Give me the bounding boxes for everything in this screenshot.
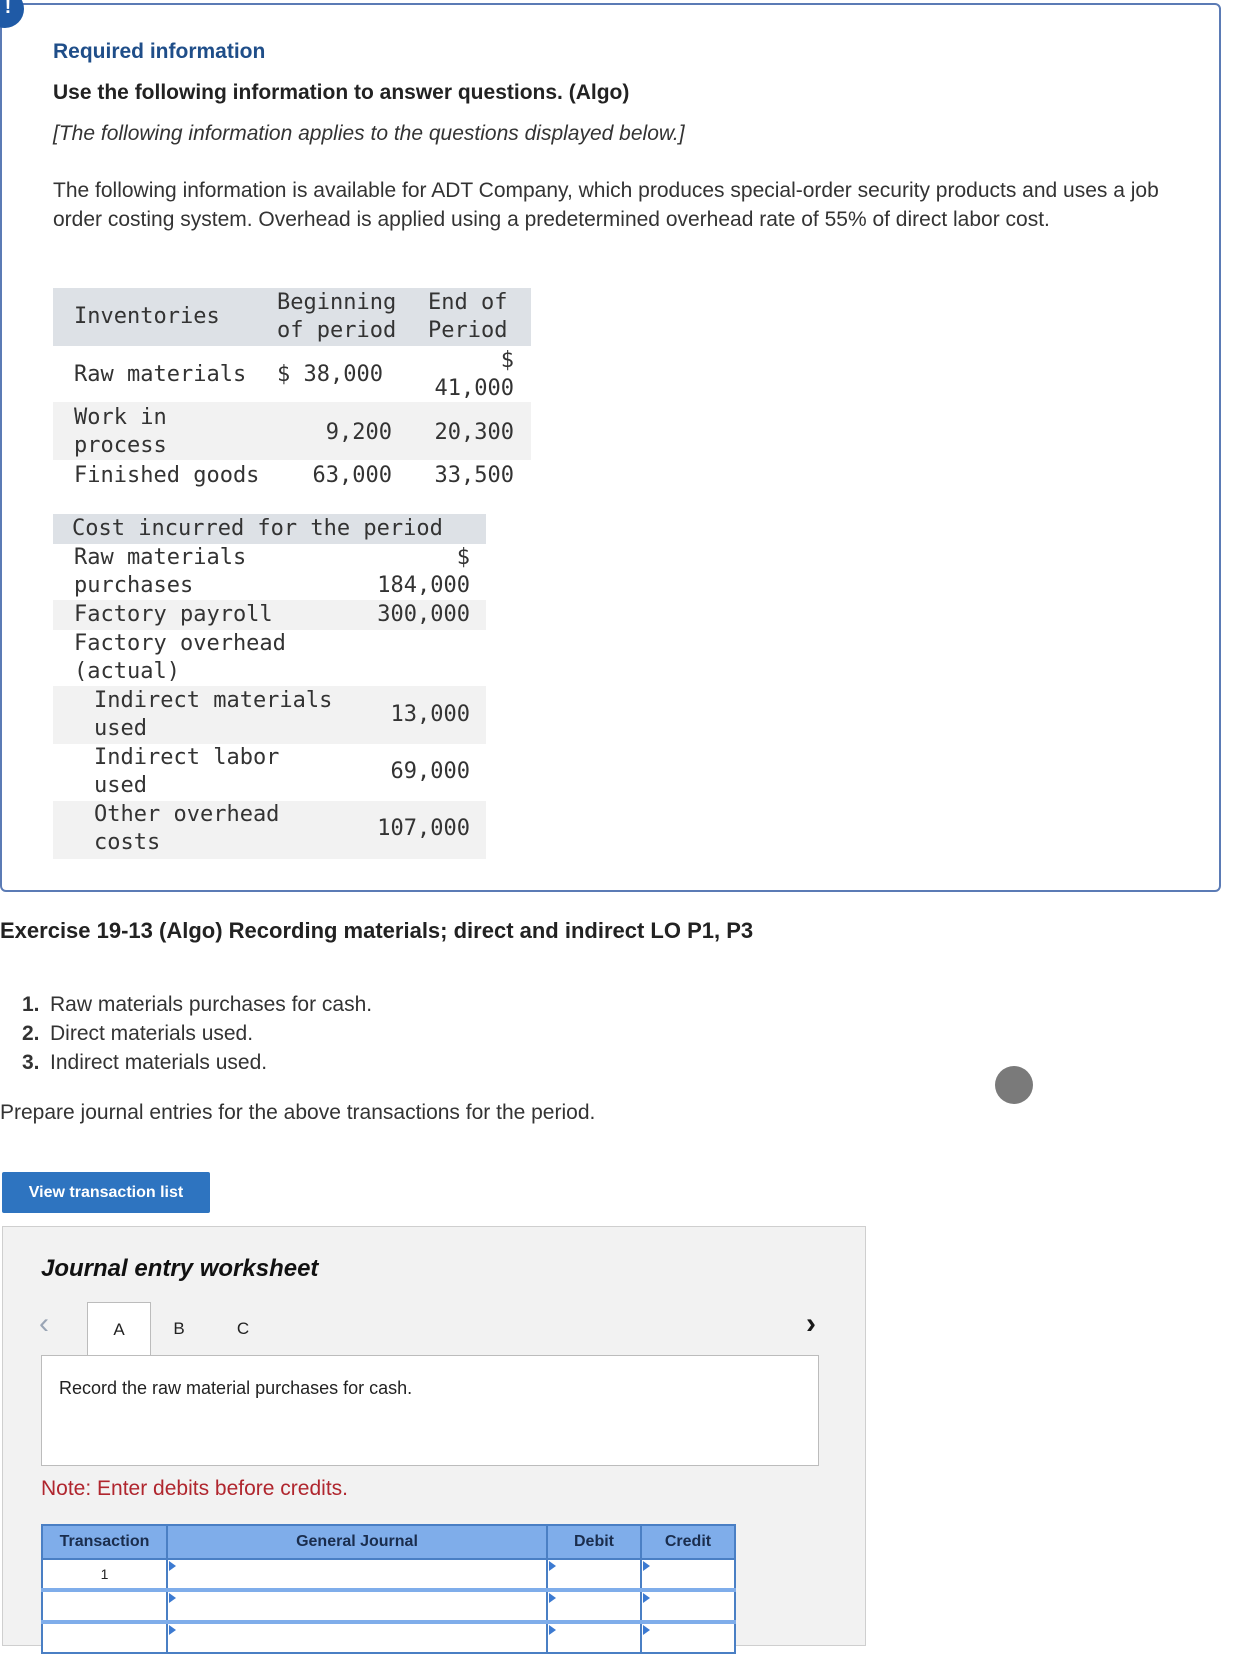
inv-row-begin: 63,000	[312, 463, 392, 488]
cost-row-label: Factory overhead (actual)	[74, 631, 286, 684]
worksheet-title: Journal entry worksheet	[41, 1255, 319, 1282]
instruction-text: Record the raw material purchases for cash.	[59, 1378, 413, 1398]
cost-row-label: Indirect labor used	[94, 745, 280, 798]
end-header: End of Period	[428, 290, 508, 343]
debit-input[interactable]	[547, 1590, 641, 1622]
transaction-number	[42, 1622, 167, 1653]
cost-row-value: 300,000	[377, 602, 470, 627]
table-row	[42, 1590, 735, 1622]
list-item: 3. Indirect materials used.	[22, 1051, 268, 1074]
tab-b[interactable]: B	[173, 1319, 185, 1338]
inv-row-begin: $ 38,000	[277, 362, 383, 387]
view-transaction-list-button[interactable]: View transaction list	[2, 1172, 210, 1213]
journal-table	[41, 1524, 736, 1654]
exercise-title: Exercise 19-13 (Algo) Recording materials; direct and indirect LO P1, P3	[0, 918, 754, 943]
cost-row-label: Indirect materials used	[94, 688, 333, 741]
inv-row-end: $ 41,000	[434, 348, 514, 401]
credit-input[interactable]	[641, 1622, 735, 1653]
cost-row-value: 69,000	[390, 759, 470, 784]
cost-row-value: 107,000	[377, 816, 470, 841]
cost-row-label: Factory payroll	[74, 602, 273, 627]
chevron-left-icon[interactable]: ‹	[39, 1307, 49, 1340]
table-row	[42, 1622, 735, 1653]
inv-row-end: 20,300	[434, 420, 514, 445]
col-transaction: Transaction	[42, 1525, 167, 1559]
applies-note: [The following information applies to the questions displayed below.]	[53, 122, 685, 145]
table-row	[42, 1559, 735, 1590]
transaction-number	[42, 1590, 167, 1622]
inv-row-label: Raw materials	[74, 362, 247, 387]
cost-row-value: $ 184,000	[377, 545, 470, 598]
account-select[interactable]	[167, 1622, 547, 1653]
beginning-header: Beginning of period	[277, 290, 397, 343]
status-dot-icon	[995, 1066, 1033, 1104]
col-credit: Credit	[641, 1525, 735, 1559]
instructions-heading: Use the following information to answer questions. (Algo)	[53, 81, 630, 104]
required-info-title: Required information	[53, 40, 266, 63]
cost-row-label: Raw materials purchases	[74, 545, 247, 598]
chevron-right-icon[interactable]: ›	[806, 1307, 816, 1340]
inv-row-label: Finished goods	[74, 463, 260, 488]
transaction-steps	[22, 990, 372, 1077]
intro-paragraph: The following information is available for ADT Company, which produces special-order security products and uses a job order costing system. Overhead is applied using a predetermined overhead rate of 55% of direct labor cost.	[53, 179, 1159, 231]
account-select[interactable]	[167, 1590, 547, 1622]
credit-input[interactable]	[641, 1559, 735, 1590]
transaction-number: 1	[42, 1559, 167, 1590]
inventories-header: Inventories	[74, 304, 220, 329]
tab-c[interactable]: C	[236, 1319, 250, 1338]
tab-a[interactable]: A	[87, 1302, 151, 1356]
list-item: 2. Direct materials used.	[22, 1022, 254, 1045]
cost-row-value: 13,000	[390, 702, 470, 727]
alert-icon: !	[0, 0, 24, 28]
account-select[interactable]	[167, 1559, 547, 1590]
instruction-box	[41, 1355, 819, 1466]
inv-row-end: 33,500	[434, 463, 514, 488]
prepare-instruction: Prepare journal entries for the above transactions for the period.	[0, 1101, 596, 1124]
inv-row-begin: 9,200	[325, 420, 392, 445]
credit-input[interactable]	[641, 1590, 735, 1622]
debit-input[interactable]	[547, 1622, 641, 1653]
col-debit: Debit	[547, 1525, 641, 1559]
costs-header: Cost incurred for the period	[72, 516, 443, 541]
debit-input[interactable]	[547, 1559, 641, 1590]
journal-entry-worksheet	[2, 1226, 866, 1646]
entry-note: Note: Enter debits before credits.	[41, 1477, 348, 1500]
inv-row-label: Work in process	[74, 405, 167, 458]
list-item: 1. Raw materials purchases for cash.	[22, 993, 373, 1016]
col-general-journal: General Journal	[167, 1525, 547, 1559]
cost-row-label: Other overhead costs	[94, 802, 280, 855]
